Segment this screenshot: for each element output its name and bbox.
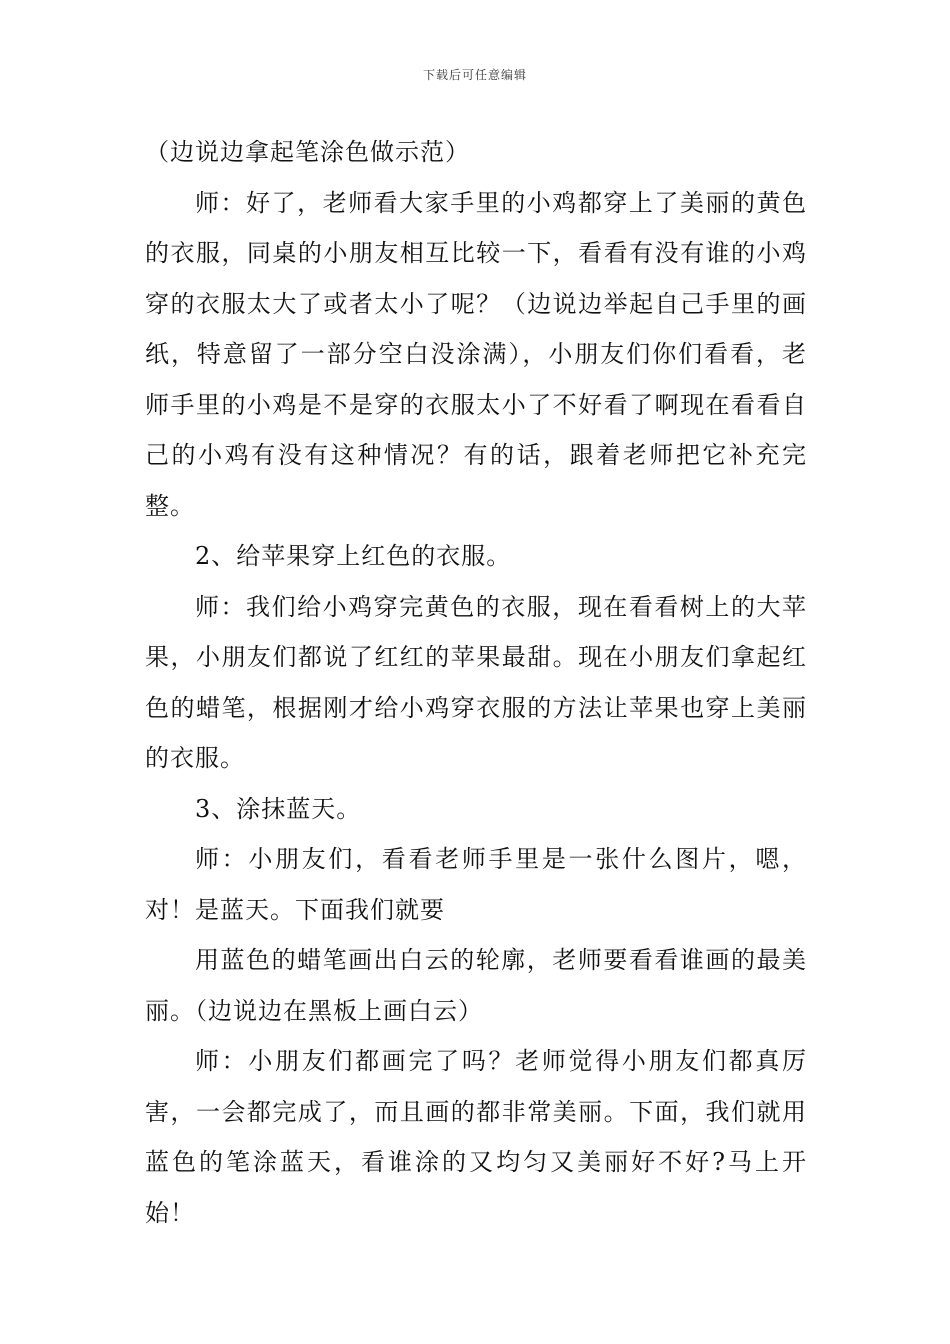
paragraph: 师：小朋友们，看看老师手里是一张什么图片，嗯，对！是蓝天。下面我们就要 xyxy=(145,845,807,924)
document-body xyxy=(145,127,807,1238)
paragraph: 师：我们给小鸡穿完黄色的衣服，现在看看树上的大苹果，小朋友们都说了红红的苹果最甜。现在小朋友们拿起红色的蜡笔，根据刚才给小鸡穿衣服的方法让苹果也穿上美丽的衣服。 xyxy=(145,592,807,772)
paragraph: 3、涂抹蓝天。 xyxy=(195,794,362,823)
paragraph: 用蓝色的蜡笔画出白云的轮廓，老师要看看谁画的最美丽。（边说边在黑板上画白云） xyxy=(145,946,807,1025)
paragraph: 师：好了，老师看大家手里的小鸡都穿上了美丽的黄色的衣服，同桌的小朋友相互比较一下，看看有没有谁的小鸡穿的衣服太大了或者太小了呢？（边说边举起自己手里的画纸，特意留了一部分空白没涂满），小朋友们你们看看，老师手里的小鸡是不是穿的衣服太小了不好看了啊现在看看自己的小鸡有没有这种情况？有的话，跟着老师把它补充完整。 xyxy=(145,188,807,520)
paragraph: （边说边拿起笔涂色做示范） xyxy=(145,138,470,166)
paragraph: 2、给苹果穿上红色的衣服。 xyxy=(195,542,512,570)
paragraph: 师：小朋友们都画完了吗？老师觉得小朋友们都真厉害，一会都完成了，而且画的都非常美丽。下面，我们就用蓝色的笔涂蓝天，看谁涂的又均匀又美丽好不好?马上开始！ xyxy=(145,1047,807,1227)
page-header-note: 下载后可任意编辑 xyxy=(422,68,527,82)
